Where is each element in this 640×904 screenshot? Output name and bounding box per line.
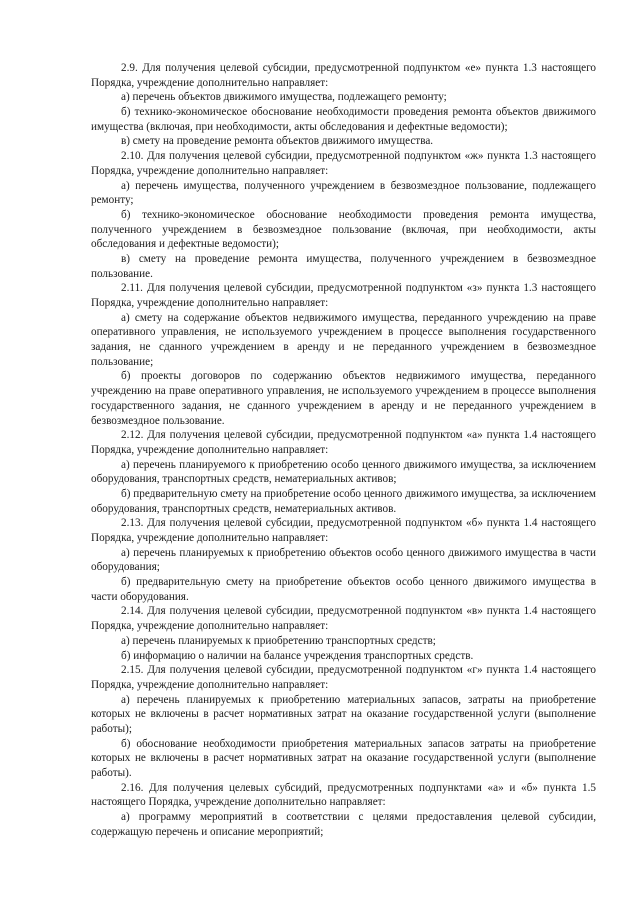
paragraph-2-10-a: а) перечень имущества, полученного учреждением в безвозмездное пользование, подлежащего ремонту;: [91, 179, 596, 207]
paragraph-2-10-b: б) технико-экономическое обоснование необходимости проведения ремонта имущества, полученного учреждением в безвозмездное пользование (включая, при необходимости, акты обследования и дефектные ведомости);: [91, 208, 596, 251]
paragraph-2-12-a: а) перечень планируемого к приобретению особо ценного движимого имущества, за исключением оборудования, транспортных средств, нематериальных активов;: [91, 458, 596, 486]
paragraph-2-14-b: б) информацию о наличии на балансе учреждения транспортных средств.: [121, 649, 474, 662]
document-page: [91, 61, 596, 839]
paragraph-2-9-a: а) перечень объектов движимого имущества, подлежащего ремонту;: [121, 91, 447, 104]
paragraph-2-12: 2.12. Для получения целевой субсидии, предусмотренной подпунктом «а» пункта 1.4 настоящего Порядка, учреждение дополнительно направляет:: [91, 429, 596, 456]
paragraph-2-10-v: в) смету на проведение ремонта имущества, полученного учреждением в безвозмездное пользование.: [91, 252, 596, 280]
paragraph-2-9-b: б) технико-экономическое обоснование необходимости проведения ремонта объектов движимого имущества (включая, при необходимости, акты обследования и дефектные ведомости);: [91, 106, 596, 133]
paragraph-2-14: 2.14. Для получения целевой субсидии, предусмотренной подпунктом «в» пункта 1.4 настоящего Порядка, учреждение дополнительно направляет:: [91, 605, 596, 633]
paragraph-2-16-a: а) программу мероприятий в соответствии с целями предоставления целевой субсидии, содержащую перечень и описание мероприятий;: [91, 811, 596, 838]
paragraph-2-15-b: б) обоснование необходимости приобретения материальных запасов затраты на приобретение которых не включены в расчет нормативных затрат на оказание государственной услуги (выполнение работы).: [91, 737, 596, 779]
paragraph-2-11: 2.11. Для получения целевой субсидии, предусмотренной подпунктом «з» пункта 1.3 настоящего Порядка, учреждение дополнительно направляет:: [91, 282, 596, 309]
paragraph-2-16: 2.16. Для получения целевых субсидий, предусмотренных подпунктами «а» и «б» пункта 1.5 настоящего Порядка, учреждение дополнительно направляет:: [91, 781, 596, 809]
paragraph-2-13-b: б) предварительную смету на приобретение объектов особо ценного движимого имущества в части оборудования.: [91, 576, 596, 603]
paragraph-2-10: 2.10. Для получения целевой субсидии, предусмотренной подпунктом «ж» пункта 1.3 настоящего Порядка, учреждение дополнительно направляет:: [91, 150, 596, 177]
paragraph-2-9-v: в) смету на проведение ремонта объектов движимого имущества.: [121, 135, 434, 148]
paragraph-2-9: 2.9. Для получения целевой субсидии, предусмотренной подпунктом «е» пункта 1.3 настоящего Порядка, учреждение дополнительно направляет:: [91, 62, 596, 89]
paragraph-2-15: 2.15. Для получения целевой субсидии, предусмотренной подпунктом «г» пункта 1.4 настоящего Порядка, учреждение дополнительно направляет:: [91, 664, 596, 691]
paragraph-2-12-b: б) предварительную смету на приобретение особо ценного движимого имущества, за исключением оборудования, транспортных средств, нематериальных активов.: [91, 487, 596, 515]
paragraph-2-14-a: а) перечень планируемых к приобретению транспортных средств;: [121, 634, 436, 647]
paragraph-2-11-b: б) проекты договоров по содержанию объектов недвижимого имущества, переданного учреждению на праве оперативного управления, не используемого учреждением в процессе выполнения государственного задания, не сданного учреждением в аренду и не переданного учреждением в безвозмездное пользование.: [91, 370, 596, 427]
paragraph-2-11-a: а) смету на содержание объектов недвижимого имущества, переданного учреждению на праве оперативного управления, не используемого учреждением в процессе выполнения государственного задания, не сданного учреждением в аренду и не переданного учреждением в безвозмездное пользование;: [91, 311, 596, 368]
paragraph-2-15-a: а) перечень планируемых к приобретению материальных запасов, затраты на приобретение которых не включены в расчет нормативных затрат на оказание государственной услуги (выполнение работы);: [91, 693, 596, 735]
paragraph-2-13-a: а) перечень планируемых к приобретению объектов особо ценного движимого имущества в части оборудования;: [91, 546, 596, 574]
paragraph-2-13: 2.13. Для получения целевой субсидии, предусмотренной подпунктом «б» пункта 1.4 настоящего Порядка, учреждение дополнительно направляет:: [91, 517, 596, 544]
